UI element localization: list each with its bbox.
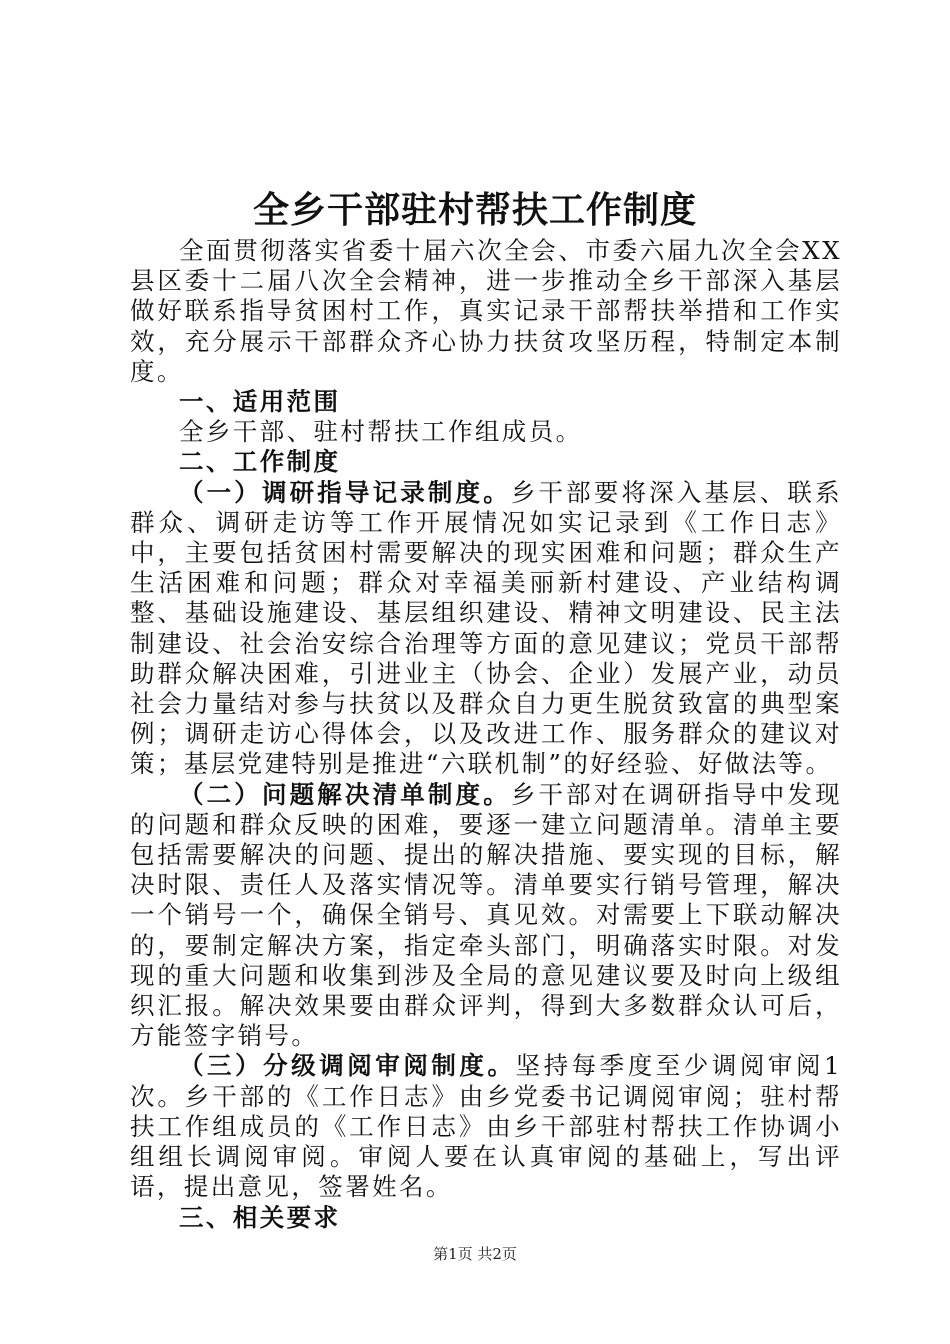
section-heading-scope: 一、适用范围 <box>179 387 341 417</box>
item-review-paragraph <box>130 1051 842 1202</box>
item-research-title: （一）调研指导记录制度。 <box>179 477 511 507</box>
scope-paragraph: 全乡干部、驻村帮扶工作组成员。 <box>179 417 583 447</box>
intro-paragraph: 全面贯彻落实省委十届六次全会、市委六届九次全会XX县区委十二届八次全会精神，进一步推动全乡干部深入基层做好联系指导贫困村工作，真实记录干部帮扶举措和工作实效，充分展示干部群众齐心协力扶贫攻坚历程，特制定本制度。 <box>130 236 842 386</box>
item-problem-title: （二）问题解决清单制度。 <box>179 779 511 809</box>
section-heading-system: 二、工作制度 <box>179 447 341 477</box>
item-review-title: （三）分级调阅审阅制度。 <box>179 1051 516 1081</box>
item-research-text: 乡干部要将深入基层、联系群众、调研走访等工作开展情况如实记录到《工作日志》中，主要包括贫困村需要解决的现实困难和问题；群众生产生活困难和问题；群众对幸福美丽新村建设、产业结构调整、基础设施建设、基层组织建设、精神文明建设、民主法制建设、社会治安综合治理等方面的意见建议；党员干部帮助群众解决困难，引进业主（协会、企业）发展产业，动员社会力量结对参与扶贫以及群众自力更生脱贫致富的典型案例；调研走访心得体会，以及改进工作、服务群众的建议对策；基层党建特别是推进“六联机制”的好经验、好做法等。 <box>130 477 842 779</box>
item-review-text: 坚持每季度至少调阅审阅1次。乡干部的《工作日志》由乡党委书记调阅审阅；驻村帮扶工作组成员的《工作日志》由乡干部驻村帮扶工作协调小组组长调阅审阅。审阅人要在认真审阅的基础上，写出评语，提出意见，签署姓名。 <box>130 1051 842 1202</box>
document-title: 全乡干部驻村帮扶工作制度 <box>252 189 697 231</box>
item-research-paragraph <box>130 478 842 780</box>
document-body <box>130 236 842 1233</box>
section-heading-requirements: 三、相关要求 <box>179 1202 341 1232</box>
item-problem-paragraph <box>130 780 842 1052</box>
item-problem-text: 乡干部对在调研指导中发现的问题和群众反映的困难，要逐一建立问题清单。清单主要包括需要解决的问题、提出的解决措施、要实现的目标，解决时限、责任人及落实情况等。清单要实行销号管理，解决一个销号一个，确保全销号、真见效。对需要上下联动解决的，要制定解决方案，指定牵头部门，明确落实时限。对发现的重大问题和收集到涉及全局的意见建议要及时向上级组织汇报。解决效果要由群众评判，得到大多数群众认可后，方能签字销号。 <box>130 779 842 1051</box>
page-footer: 第1页 共2页 <box>433 1245 517 1263</box>
